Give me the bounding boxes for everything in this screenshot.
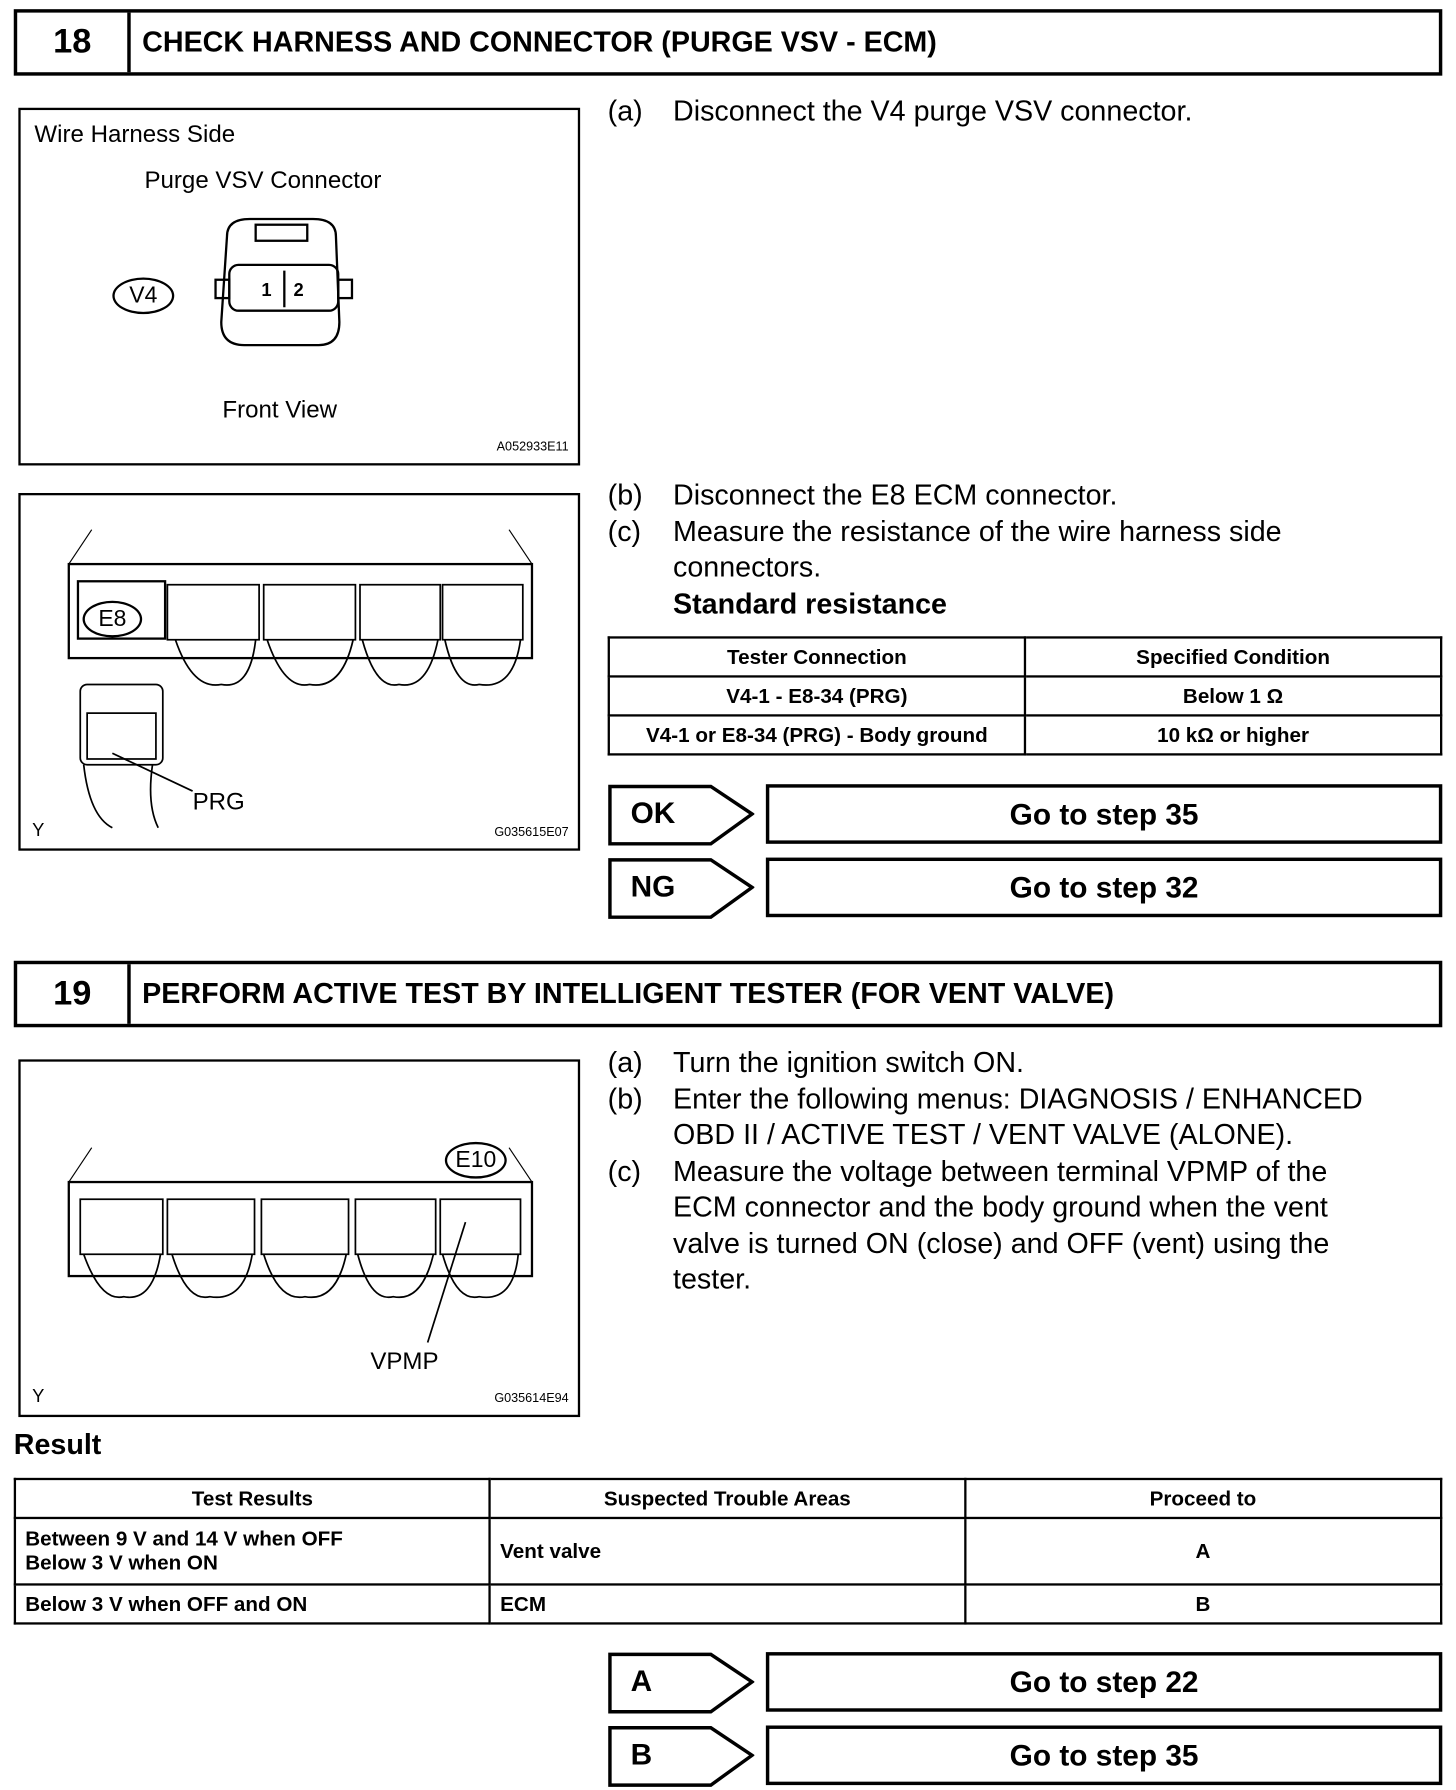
step-number: 18 [17,13,131,73]
result-table [14,1478,1443,1625]
connector-badge: E10 [445,1142,507,1179]
result-tag: A [630,1663,653,1698]
ecm-vpmp-figure [18,1059,580,1417]
figure-caption: Front View [222,396,338,424]
step-text: Measure the resistance of the wire harness side connectors. [672,515,1282,584]
table-cell: Vent valve [490,1518,965,1584]
result-label: Result [13,1428,102,1461]
step-text: Turn the ignition switch ON. [672,1046,1024,1079]
table-cell: V4-1 or E8-34 (PRG) - Body ground [609,715,1025,754]
step-title: PERFORM ACTIVE TEST BY INTELLIGENT TESTER (FOR VENT VALVE) [142,977,1115,1010]
resistance-table [608,636,1443,755]
result-b [608,1725,1445,1789]
step-label: (a) [607,95,643,128]
ecm-drawing [21,495,578,848]
step-label: (c) [607,1155,642,1188]
result-tag: B [630,1736,653,1772]
figure-corner-label: Y [32,1387,45,1407]
go-to-step-button[interactable]: Go to step 32 [766,858,1442,918]
table-cell: 10 kΩ or higher [1025,715,1441,754]
step-text: Enter the following menus: DIAGNOSIS / ENHANCED OBD II / ACTIVE TEST / VENT VALVE (ALONE). [672,1082,1363,1152]
table-cell: Between 9 V and 14 V when OFF Below 3 V when ON [15,1518,490,1584]
table-header: Test Results [15,1479,490,1518]
figure-code: G035615E07 [494,825,569,840]
step-title: CHECK HARNESS AND CONNECTOR (PURGE VSV - ECM) [142,25,937,58]
step-number: 19 [17,964,131,1024]
step-text: Disconnect the V4 purge VSV connector. [672,95,1193,128]
step-19-header [14,961,1443,1027]
go-to-step-button[interactable]: Go to step 35 [766,1725,1442,1785]
table-cell: B [965,1584,1441,1623]
pin-label: VPMP [370,1348,439,1375]
table-cell: A [965,1518,1441,1584]
table-header: Proceed to [965,1479,1441,1518]
purge-vsv-connector-figure [18,108,580,466]
figure-code: A052933E11 [496,440,569,455]
ecm-drawing [21,1062,578,1415]
connector-drawing [204,213,359,356]
standard-label: Standard resistance [672,587,948,620]
step-text: Disconnect the E8 ECM connector. [672,479,1118,512]
instruction-list [608,1046,1428,1299]
step-label: (b) [607,479,643,512]
step-label: (a) [607,1046,643,1079]
table-cell: Below 1 Ω [1025,676,1441,715]
result-ng [608,858,1445,922]
connector-badge: E8 [83,601,143,638]
instruction-list [608,94,1433,130]
result-tag: OK [630,795,676,831]
pin-label: PRG [192,788,245,816]
figure-code: G035614E94 [494,1391,569,1406]
step-18-header [14,9,1443,75]
result-a [608,1652,1445,1716]
go-to-step-button[interactable]: Go to step 35 [766,784,1442,844]
figure-caption: Purge VSV Connector [144,167,382,194]
connector-badge: V4 [112,277,174,314]
table-cell: ECM [490,1584,965,1623]
go-to-step-button[interactable]: Go to step 22 [766,1652,1442,1712]
ecm-connector-figure [18,493,580,851]
pin-1: 1 [261,278,272,300]
table-cell: V4-1 - E8-34 (PRG) [609,676,1025,715]
table-cell: Below 3 V when OFF and ON [15,1584,490,1623]
figure-caption: Wire Harness Side [34,121,236,148]
result-tag: NG [630,869,676,904]
step-label: (c) [607,515,642,548]
instruction-list [608,478,1365,622]
table-header: Specified Condition [1025,637,1441,676]
table-header: Suspected Trouble Areas [490,1479,965,1518]
pin-2: 2 [293,278,304,300]
result-ok [608,784,1445,848]
table-header: Tester Connection [609,637,1025,676]
step-text: Measure the voltage between terminal VPMP of the ECM connector and the body ground when the vent valve is turned ON (close) and OFF (vent) using the tester. [672,1155,1330,1296]
step-label: (b) [607,1082,643,1115]
figure-corner-label: Y [32,820,45,841]
